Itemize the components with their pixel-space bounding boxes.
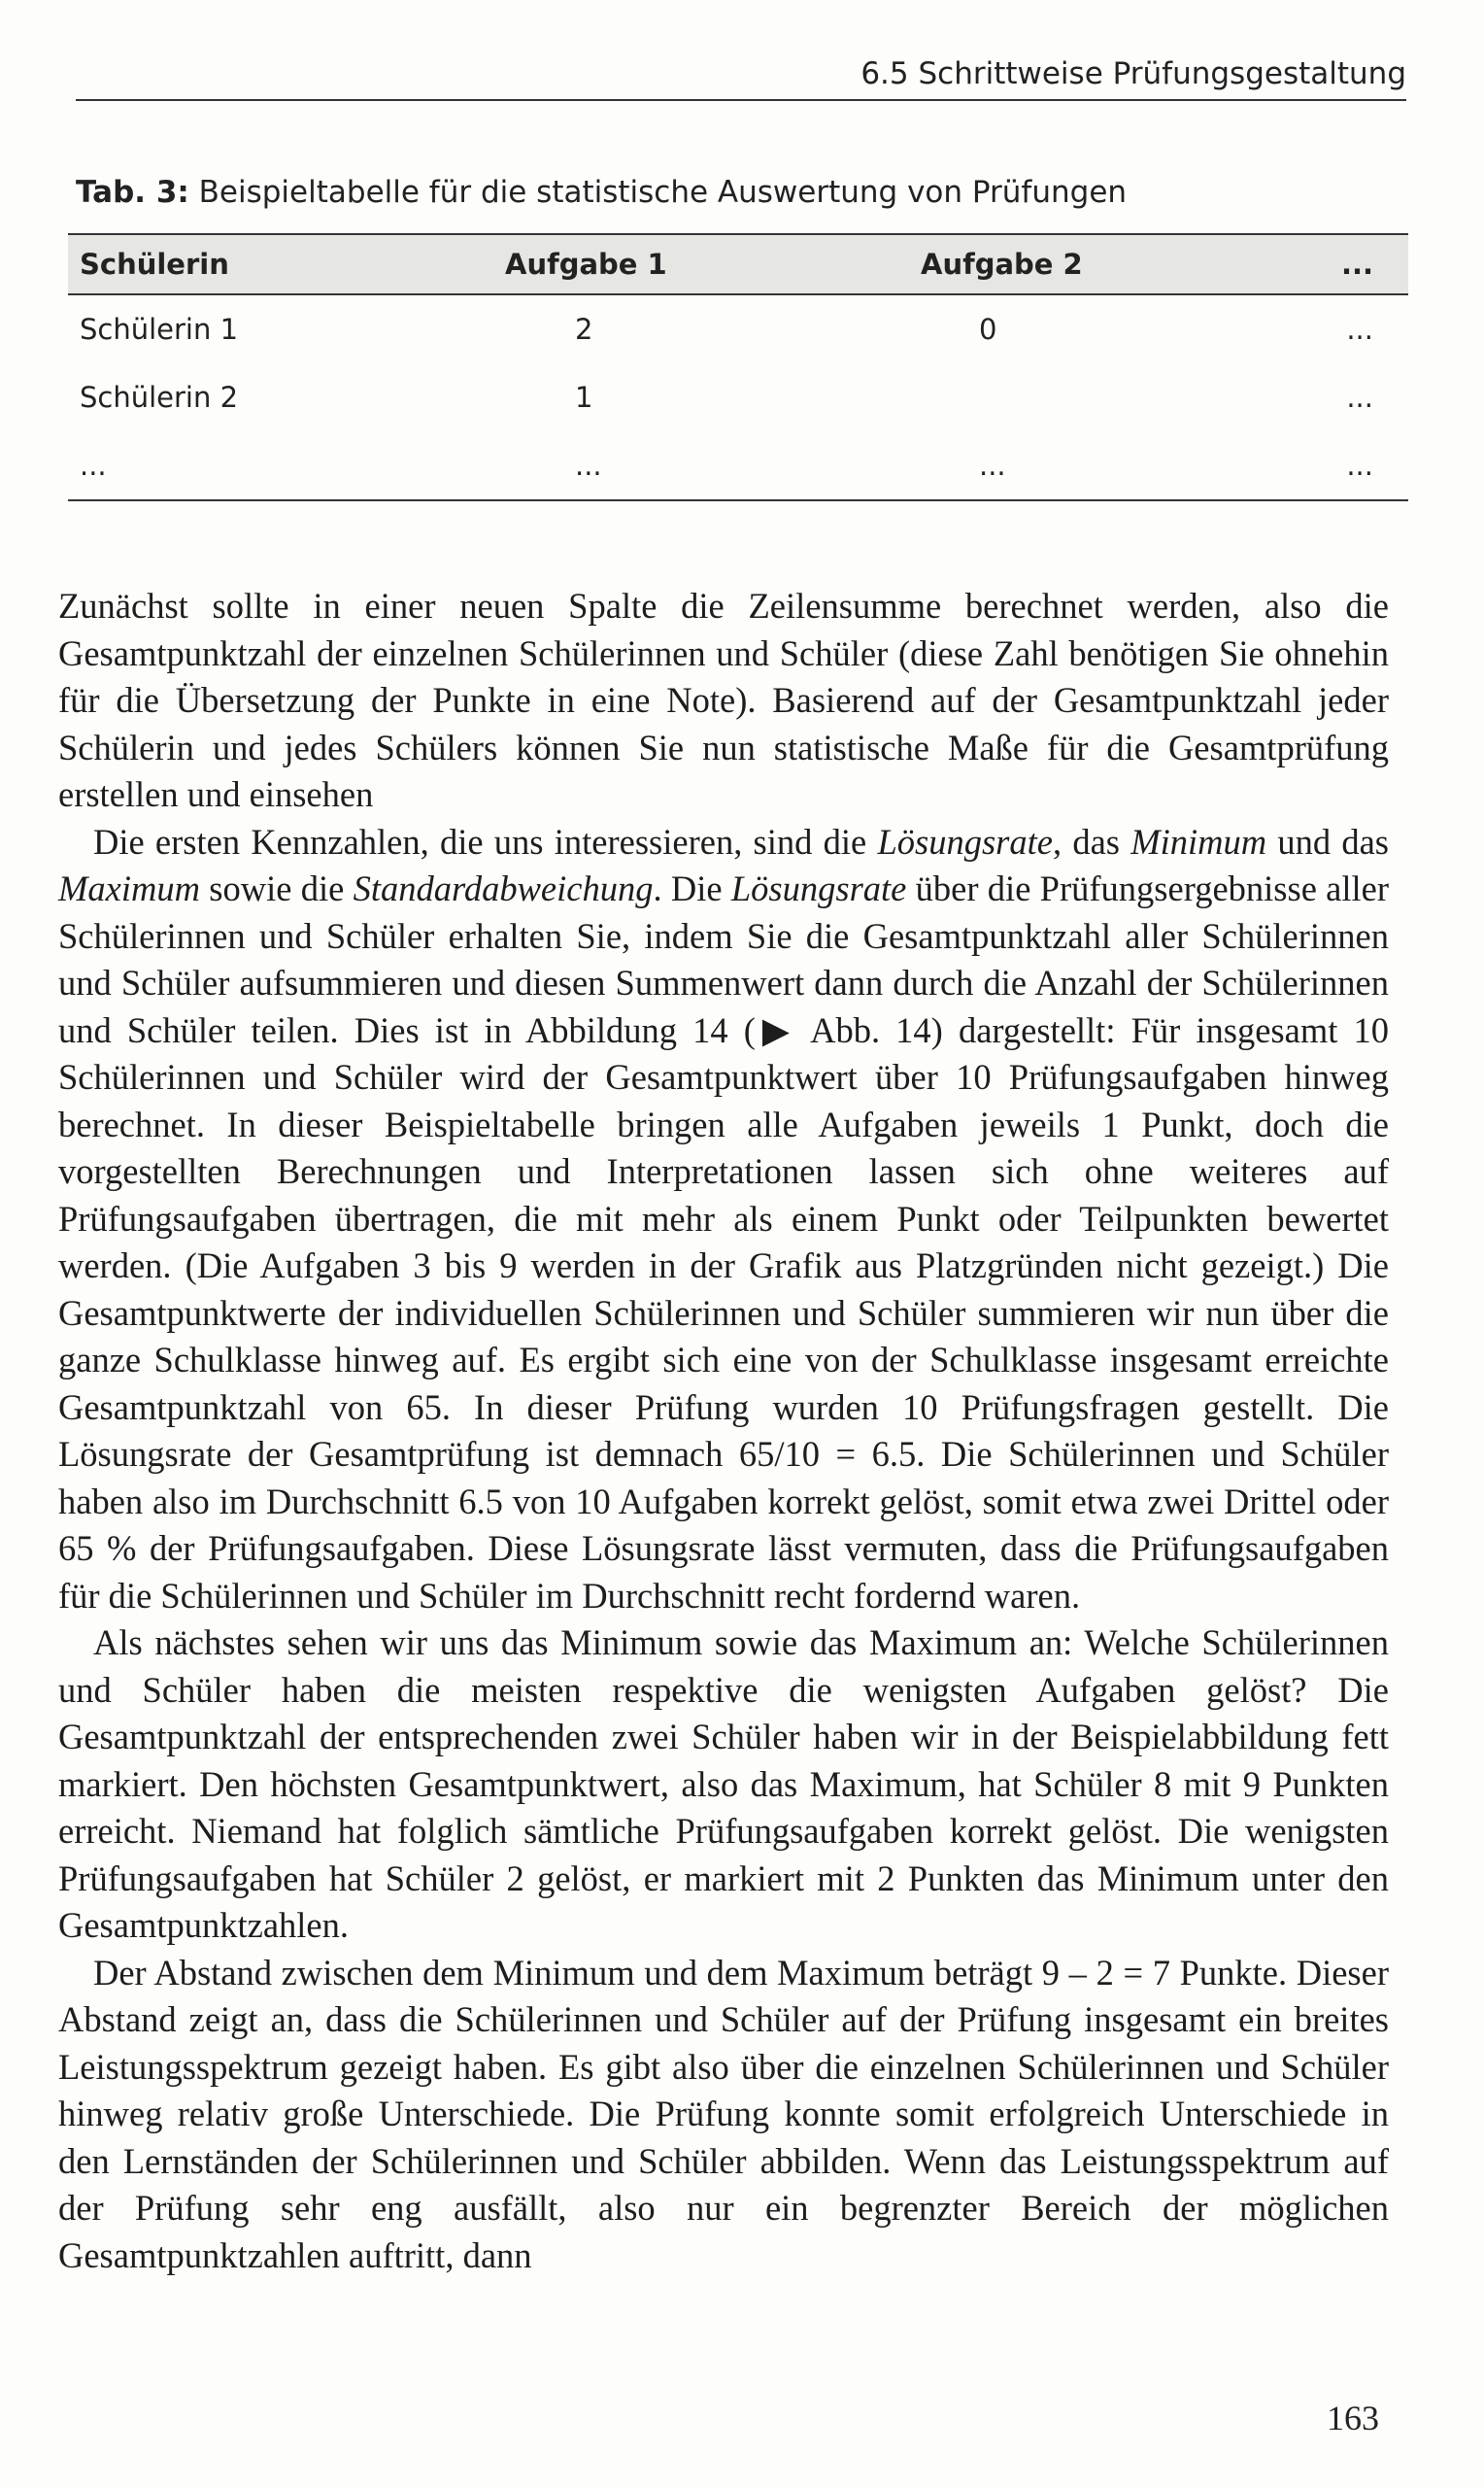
- table-cell: ...: [1346, 381, 1373, 414]
- table-cell: Schülerin 1: [80, 313, 239, 346]
- table-cell: 0: [979, 313, 997, 346]
- text-run: sowie die: [199, 869, 354, 908]
- paragraph: Zunächst sollte in einer neuen Spalte die Zeilensumme berechnet werden, also die Gesamtpunktzahl der einzelnen Schülerinnen und Schüler (diese Zahl benötigen Sie ohnehin für die Übersetzung der Punkte in eine Note). Basierend auf der Gesamtpunktzahl jeder Schülerin und jedes Schülers können Sie nun statistische Maße für die Gesamtprüfung erstellen und einsehen: [58, 586, 1389, 814]
- paragraph: [58, 819, 1389, 1620]
- term-emphasis: Lösungsrate: [730, 869, 907, 908]
- text-run: Die ersten Kennzahlen, die uns interessieren, sind die: [93, 821, 878, 862]
- paragraph: Als nächstes sehen wir uns das Minimum sowie das Maximum an: Welche Schülerinnen und Schüler haben die meisten respektive die wenigsten Aufgaben gelöst? Die Gesamtpunktzahl der entsprechenden zwei Schüler haben wir in der Beispielabbildung fett markiert. Den höchsten Gesamtpunktwert, also das Maximum, hat Schüler 8 mit 9 Punkten erreicht. Niemand hat folglich sämtliche Prüfungsaufgaben korrekt gelöst. Die wenigsten Prüfungsaufgaben hat Schüler 2 gelöst, er markiert mit 2 Punkten das Minimum unter den Gesamtpunktzahlen.: [58, 1622, 1389, 1945]
- table-cell: ...: [80, 449, 107, 482]
- table-cell: ...: [1346, 449, 1373, 482]
- term-emphasis: Standardabweichung: [353, 869, 654, 908]
- table-cell: Schülerin 2: [80, 381, 239, 414]
- table-cell: ...: [1346, 313, 1373, 346]
- example-table: [68, 233, 1408, 501]
- table-header-cell: ...: [1340, 248, 1373, 281]
- text-run: . Die: [653, 869, 731, 908]
- text-run: und das: [1266, 821, 1389, 862]
- table-caption-text: Beispieltabelle für die statistische Auswertung von Prüfungen: [198, 175, 1128, 210]
- paragraph: Der Abstand zwischen dem Minimum und dem Maximum beträgt 9 – 2 = 7 Punkte. Dieser Abstand zeigt an, dass die Schülerinnen und Schüler auf der Prüfung insgesamt ein breites Leistungsspektrum gezeigt haben. Es gibt also über die einzelnen Schülerinnen und Schüler hinweg relativ große Unterschiede. Die Prüfung konnte somit erfolgreich Unterschiede in den Lernständen der Schülerinnen und Schüler abbilden. Wenn das Leistungsspektrum auf der Prüfung sehr eng ausfällt, also nur ein begrenzter Bereich der möglichen Gesamtpunktzahlen auftritt, dann: [58, 1952, 1389, 2275]
- table-row: [68, 363, 1408, 431]
- term-emphasis: Maximum: [58, 869, 200, 908]
- table-header-row: [68, 233, 1408, 295]
- table-row: [68, 431, 1408, 501]
- table-caption-label: Tab. 3:: [76, 175, 189, 210]
- term-emphasis: Lösungsrate: [877, 821, 1053, 862]
- table-cell: 1: [575, 381, 593, 414]
- running-header: 6.5 Schrittweise Prüfungsgestaltung: [860, 56, 1406, 91]
- header-rule: [76, 99, 1406, 101]
- table-header-cell: Aufgabe 1: [505, 248, 667, 281]
- term-emphasis: Minimum: [1130, 821, 1267, 862]
- table-cell: ...: [575, 449, 602, 482]
- page-number: 163: [1327, 2399, 1379, 2437]
- table-row: [68, 295, 1408, 363]
- text-run: , das: [1052, 821, 1131, 862]
- table-cell: ...: [979, 449, 1006, 482]
- text-run: über die Prüfungsergebnisse aller Schülerinnen und Schüler erhalten Sie, indem Sie die Gesamtpunktzahl aller Schülerinnen und Schüler aufsummieren und diesen Summenwert dann durch die Anzahl der Schülerinnen und Schüler teilen. Dies ist in Abbildung 14 (▶ Abb. 14) dargestellt: Für insgesamt 10 Schülerinnen und Schüler wird der Gesamtpunktwert über 10 Prüfungsaufgaben hinweg berechnet. In dieser Beispieltabelle bringen alle Aufgaben jeweils 1 Punkt, doch die vorgestellten Berechnungen und Interpretationen lassen sich ohne weiteres auf Prüfungsaufgaben übertragen, die mit mehr als einem Punkt oder Teilpunkten bewertet werden. (Die Aufgaben 3 bis 9 werden in der Grafik aus Platzgründen nicht gezeigt.) Die Gesamtpunktwerte der individuellen Schülerinnen und Schüler summieren wir nun über die ganze Schulklasse hinweg auf. Es ergibt sich eine von der Schulklasse insgesamt erreichte Gesamtpunktzahl von 65. In dieser Prüfung wurden 10 Prüfungsfragen gestellt. Die Lösungsrate der Gesamtprüfung ist demnach 65/10 = 6.5. Die Schülerinnen und Schüler haben also im Durchschnitt 6.5 von 10 Aufgaben korrekt gelöst, somit etwa zwei Drittel oder 65 % der Prüfungsaufgaben. Diese Lösungsrate lässt vermuten, dass die Prüfungsaufgaben für die Schülerinnen und Schüler im Durchschnitt recht fordernd waren.: [58, 869, 1390, 1616]
- table-header-cell: Aufgabe 2: [921, 248, 1083, 281]
- table-caption: [76, 175, 1127, 210]
- table-header-cell: Schülerin: [80, 248, 229, 281]
- body-text: [58, 583, 1389, 2279]
- table-cell: 2: [575, 313, 593, 346]
